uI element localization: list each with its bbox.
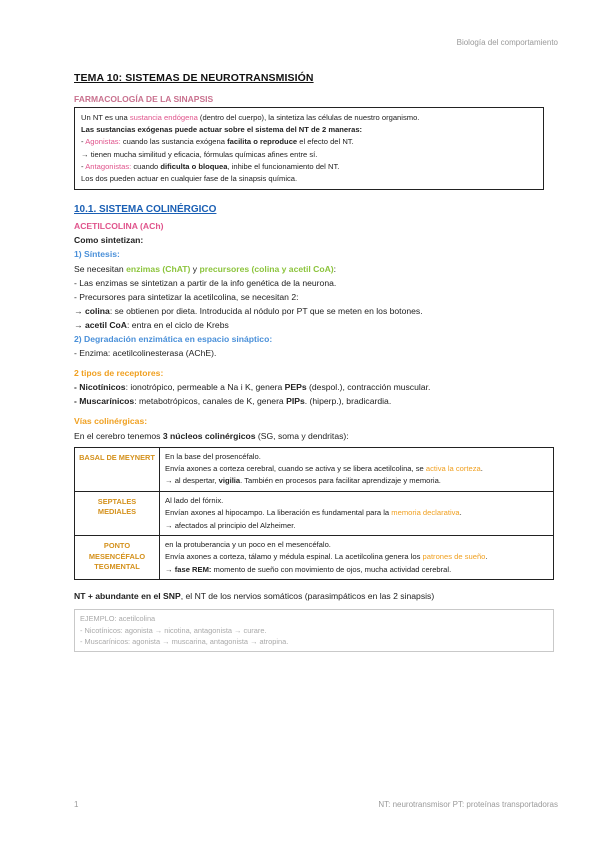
table-row (75, 491, 554, 535)
receptor-nicotinic: - Nicotínicos: ionotrópico, permeable a Na i K, genera PEPs (despol.), contracción muscular. (74, 382, 431, 393)
snp-line: NT + abundante en el SNP, el NT de los nervios somáticos (parasimpáticos en las 2 sinapsis) (74, 591, 435, 602)
synthesis-line-4: → colina: se obtienen por dieta. Introducida al nódulo por PT que se meten en los botones. (74, 305, 423, 316)
nucleus-description: en la protuberancia y un poco en el mesencéfalo. Envía axones a corteza, tálamo y médula espinal. La acetilcolina genera los patrones de sueño. → fase REM: momento de sueño con movimiento de ojos, mucha actividad cerebral. (160, 536, 554, 580)
pharmacology-heading: FARMACOLOGÍA DE LA SINAPSIS (74, 94, 214, 104)
synthesis-line-2: - Las enzimas se sintetizan a partir de la info genética de la neurona. (74, 277, 337, 288)
page-content (74, 72, 544, 652)
endogenous-highlight: sustancia endógena (129, 113, 198, 122)
pharma-line-4: → tienen mucha similitud y eficacia, fórmulas químicas afines entre sí. (81, 149, 318, 159)
footer-note: NT: neurotransmisor PT: proteínas transportadoras (378, 800, 558, 809)
degradation-heading: 2) Degradación enzimática en espacio sináptico: (74, 333, 273, 344)
pharma-line-5: - Antagonistas: cuando dificulta o bloquea, inhibe el funcionamiento del NT. (81, 161, 340, 171)
ach-heading: ACETILCOLINA (ACh) (74, 221, 164, 232)
nuclei-table (74, 447, 554, 581)
nucleus-name: SEPTALES MEDIALES (75, 491, 160, 535)
receptor-muscarinic: - Muscarínicos: metabotrópicos, canales de K, genera PIPs. (hiperp.), bradicardia. (74, 396, 392, 407)
pathways-heading: Vías colinérgicas: (74, 416, 148, 427)
page-title: TEMA 10: SISTEMAS DE NEUROTRANSMISIÓN (74, 72, 314, 84)
synthesis-line-3: - Precursores para sintetizar la acetilcolina, se necesitan 2: (74, 291, 299, 302)
pharma-line-1: Un NT es una sustancia endógena (dentro del cuerpo), la sintetiza las células de nuestro organismo. (81, 113, 420, 122)
nucleus-description: En la base del prosencéfalo. Envía axones a corteza cerebral, cuando se activa y se libera acetilcolina, se activa la corteza. → al despertar, vigilia. También en procesos para facilitar aprendizaje y memoria. (160, 447, 554, 491)
synthesis-line-5: → acetil CoA: entra en el ciclo de Krebs (74, 319, 229, 330)
section-heading-cholinergic: 10.1. SISTEMA COLINÉRGICO (74, 204, 217, 216)
nucleus-name: BASAL DE MEYNERT (75, 447, 160, 491)
pharma-line-6: Los dos pueden actuar en cualquier fase de la sinapsis química. (81, 174, 298, 184)
example-box: EJEMPLO: acetilcolina - Nicotínicos: agonista → nicotina, antagonista → curare. - Muscarínicos: agonista → muscarina, antagonista → atropina. (74, 609, 554, 651)
degradation-line: - Enzima: acetilcolinesterasa (AChE). (74, 348, 217, 359)
synthesis-line-1: Se necesitan enzimas (ChAT) y precursores (colina y acetil CoA): (74, 263, 337, 274)
header-subject: Biología del comportamiento (456, 38, 558, 47)
receptors-heading: 2 tipos de receptores: (74, 368, 164, 379)
pharmacology-box (74, 107, 544, 190)
synthesis-heading: 1) Síntesis: (74, 249, 120, 260)
pharma-line-3: - Agonistas: cuando las sustancia exógena facilita o reproduce el efecto del NT. (81, 137, 354, 147)
synthesis-intro: Como sintetizan: (74, 235, 144, 246)
pharma-line-2: Las sustancias exógenas puede actuar sobre el sistema del NT de 2 maneras: (81, 125, 363, 135)
nucleus-name: PONTO MESENCÉFALO TEGMENTAL (75, 536, 160, 580)
table-row (75, 536, 554, 580)
page-number: 1 (74, 800, 79, 809)
pathways-intro: En el cerebro tenemos 3 núcleos colinérgicos (SG, soma y dendritas): (74, 430, 349, 441)
table-row (75, 447, 554, 491)
nucleus-description: Al lado del fórnix. Envían axones al hipocampo. La liberación es fundamental para la memoria declarativa. → afectados al principio del Alzheimer. (160, 491, 554, 535)
